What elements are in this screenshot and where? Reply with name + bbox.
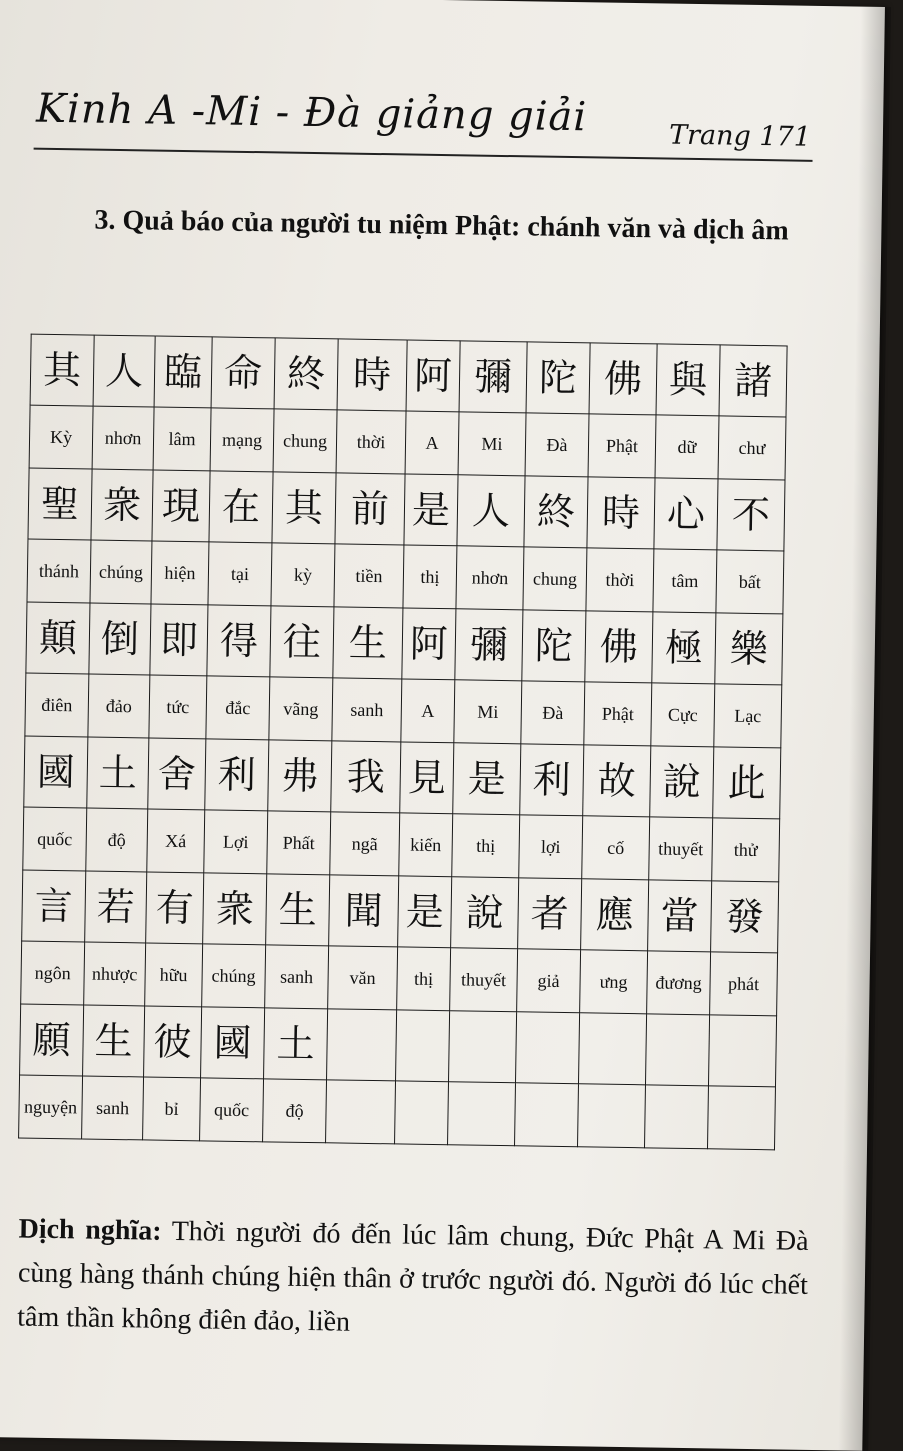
reading-cell — [326, 1080, 396, 1144]
han-character-cell: 現 — [152, 470, 210, 542]
reading-cell: vãng — [269, 677, 333, 741]
reading-cell — [448, 1082, 516, 1146]
han-character-cell: 其 — [30, 334, 94, 406]
han-character-cell: 彼 — [144, 1006, 202, 1078]
han-row — [22, 870, 779, 953]
reading-cell: thánh — [27, 539, 91, 603]
han-character-cell: 在 — [209, 471, 273, 543]
reading-cell: lợi — [519, 815, 583, 879]
reading-cell: tức — [149, 675, 207, 739]
book-title: Kinh A -Mi - Đà giảng giải — [35, 85, 588, 141]
reading-cell: kiến — [399, 813, 453, 877]
reading-cell: quốc — [23, 807, 87, 871]
han-character-cell: 即 — [150, 604, 208, 676]
reading-cell: tiền — [334, 544, 404, 608]
han-character-cell: 聞 — [329, 875, 399, 947]
reading-cell: điên — [25, 673, 89, 737]
reading-cell: dữ — [655, 415, 719, 479]
reading-cell: thử — [712, 818, 780, 882]
han-row — [26, 602, 783, 685]
reading-cell — [395, 1081, 449, 1145]
han-character-cell: 舍 — [148, 738, 206, 810]
han-character-cell — [396, 1010, 450, 1082]
reading-cell: Mi — [458, 412, 526, 476]
reading-cell: thị — [452, 814, 520, 878]
han-character-cell: 弗 — [268, 740, 332, 812]
reading-cell: Kỳ — [29, 405, 93, 469]
han-character-cell: 往 — [270, 606, 334, 678]
translation-paragraph — [17, 1207, 809, 1351]
reading-row — [21, 941, 778, 1016]
han-character-cell: 時 — [587, 477, 655, 549]
han-character-cell: 是 — [404, 474, 458, 546]
page-number: Trang 171 — [668, 119, 812, 153]
reading-cell: thời — [586, 548, 654, 612]
han-character-cell: 生 — [83, 1005, 145, 1077]
reading-cell: lâm — [153, 407, 211, 471]
han-character-cell: 土 — [87, 737, 149, 809]
reading-cell: đắc — [206, 676, 270, 740]
reading-cell: độ — [86, 808, 148, 872]
han-character-cell: 國 — [201, 1007, 265, 1079]
han-character-cell: 陀 — [522, 610, 586, 682]
han-row — [24, 736, 781, 819]
han-character-cell: 願 — [20, 1004, 84, 1076]
reading-cell — [707, 1086, 775, 1150]
han-character-cell: 顛 — [26, 602, 90, 674]
han-character-cell: 佛 — [585, 611, 653, 683]
han-character-cell: 有 — [146, 872, 204, 944]
reading-row — [19, 1075, 776, 1150]
han-character-cell — [449, 1011, 517, 1083]
han-character-cell — [645, 1014, 709, 1086]
han-character-cell: 是 — [453, 743, 521, 815]
reading-row — [29, 405, 786, 480]
han-character-cell: 此 — [713, 747, 781, 819]
han-character-cell — [578, 1013, 646, 1085]
han-character-cell: 土 — [264, 1008, 328, 1080]
reading-cell: bất — [716, 550, 784, 614]
han-character-cell: 阿 — [402, 608, 456, 680]
reading-cell: văn — [328, 946, 398, 1010]
reading-cell: chung — [273, 409, 337, 473]
reading-cell: nhơn — [92, 406, 154, 470]
han-character-cell: 見 — [400, 742, 454, 814]
reading-cell: cố — [582, 816, 650, 880]
han-character-cell: 故 — [583, 745, 651, 817]
page-edge-shadow — [838, 7, 891, 1451]
han-character-cell: 國 — [24, 736, 88, 808]
han-character-cell: 終 — [274, 338, 338, 410]
han-character-cell: 臨 — [154, 336, 212, 408]
reading-row — [27, 539, 784, 614]
han-character-cell: 應 — [581, 879, 649, 951]
section-title-rest: chánh văn và dịch âm — [520, 211, 789, 247]
han-character-cell: 前 — [335, 473, 405, 545]
reading-cell: quốc — [200, 1078, 264, 1142]
reading-cell: thị — [403, 545, 457, 609]
reading-cell: thời — [336, 410, 406, 474]
reading-row — [25, 673, 782, 748]
han-character-cell: 是 — [398, 876, 452, 948]
han-character-cell: 命 — [211, 337, 275, 409]
han-character-cell: 衆 — [91, 469, 153, 541]
reading-cell: Phật — [588, 414, 656, 478]
han-character-cell: 者 — [518, 878, 582, 950]
han-character-cell — [327, 1009, 397, 1081]
reading-cell: chúng — [202, 944, 266, 1008]
han-character-cell: 心 — [654, 478, 718, 550]
reading-cell: mạng — [210, 408, 274, 472]
reading-cell: thuyết — [649, 817, 713, 881]
han-character-cell: 阿 — [406, 340, 460, 412]
han-character-cell: 諸 — [719, 345, 787, 417]
reading-cell: Phật — [584, 682, 652, 746]
reading-cell: sanh — [265, 945, 329, 1009]
reading-cell: ngã — [330, 812, 400, 876]
reading-cell: phát — [710, 952, 778, 1016]
han-character-cell: 聖 — [28, 468, 92, 540]
han-character-cell: 極 — [652, 612, 716, 684]
reading-cell — [578, 1084, 646, 1148]
han-character-cell: 時 — [337, 339, 407, 411]
han-character-cell: 利 — [520, 744, 584, 816]
han-character-cell: 生 — [333, 607, 403, 679]
section-heading — [34, 201, 824, 251]
han-character-cell: 不 — [717, 479, 785, 551]
han-character-cell: 當 — [648, 880, 712, 952]
han-character-cell: 發 — [711, 881, 779, 953]
reading-cell: Lạc — [714, 684, 782, 748]
translation-text: Thời người đó đến lúc lâm chung, Đức Phật A Mi Đà cùng hàng thánh chúng hiện thân ở trước người đó. Người đó lúc chết tâm thần không điên đảo, liền — [17, 1215, 809, 1338]
han-character-cell: 我 — [331, 741, 401, 813]
han-character-cell: 說 — [650, 746, 714, 818]
han-character-cell: 陀 — [526, 342, 590, 414]
reading-cell: A — [401, 679, 455, 743]
reading-cell: Mi — [454, 680, 522, 744]
reading-cell: A — [405, 411, 459, 475]
han-character-cell: 衆 — [203, 873, 267, 945]
han-character-cell: 得 — [207, 605, 271, 677]
reading-cell: ưng — [580, 950, 648, 1014]
reading-cell: Lợi — [204, 810, 268, 874]
reading-row — [23, 807, 780, 882]
reading-cell: đương — [647, 951, 711, 1015]
han-character-cell: 若 — [85, 871, 147, 943]
reading-cell: hữu — [145, 943, 203, 1007]
han-character-cell: 人 — [93, 335, 155, 407]
reading-cell: chung — [523, 547, 587, 611]
han-character-cell: 佛 — [589, 343, 657, 415]
han-row — [28, 468, 785, 551]
han-character-cell — [708, 1015, 776, 1087]
reading-cell: nguyện — [19, 1075, 83, 1139]
reading-cell: kỳ — [271, 543, 335, 607]
reading-cell: thị — [397, 947, 451, 1011]
translation-label: Dịch nghĩa: — [18, 1213, 162, 1247]
han-character-cell: 說 — [451, 877, 519, 949]
han-character-cell: 彌 — [459, 341, 527, 413]
reading-cell: nhơn — [456, 546, 524, 610]
reading-cell: giả — [517, 949, 581, 1013]
han-character-cell: 倒 — [89, 603, 151, 675]
reading-cell: thuyết — [450, 948, 518, 1012]
section-title: 3. Quả báo của người tu niệm Phật: — [94, 204, 521, 243]
reading-cell: Đà — [521, 681, 585, 745]
han-character-cell: 言 — [22, 870, 86, 942]
reading-cell: hiện — [151, 541, 209, 605]
reading-cell: Phất — [267, 811, 331, 875]
han-character-cell: 利 — [205, 739, 269, 811]
reading-cell: độ — [263, 1079, 327, 1143]
reading-cell — [644, 1085, 708, 1149]
han-character-cell: 其 — [272, 472, 336, 544]
reading-cell: bỉ — [143, 1077, 201, 1141]
reading-cell: ngôn — [21, 941, 85, 1005]
reading-cell — [515, 1083, 579, 1147]
reading-cell: Đà — [525, 413, 589, 477]
reading-cell: tâm — [653, 549, 717, 613]
han-character-cell: 與 — [656, 344, 720, 416]
reading-cell: đảo — [88, 674, 150, 738]
reading-cell: chư — [718, 416, 786, 480]
han-character-cell — [516, 1012, 580, 1084]
han-character-cell: 生 — [266, 874, 330, 946]
reading-cell: tại — [208, 542, 272, 606]
reading-cell: Cực — [651, 683, 715, 747]
reading-cell: sanh — [332, 678, 402, 742]
han-character-cell: 終 — [524, 476, 588, 548]
han-row — [20, 1004, 777, 1087]
han-row — [30, 334, 787, 417]
reading-cell: Xá — [147, 809, 205, 873]
character-table — [18, 334, 788, 1151]
han-character-cell: 彌 — [455, 609, 523, 681]
reading-cell: sanh — [82, 1076, 144, 1140]
han-character-cell: 樂 — [715, 613, 783, 685]
reading-cell: chúng — [90, 540, 152, 604]
reading-cell: nhược — [84, 942, 146, 1006]
han-character-cell: 人 — [457, 475, 525, 547]
